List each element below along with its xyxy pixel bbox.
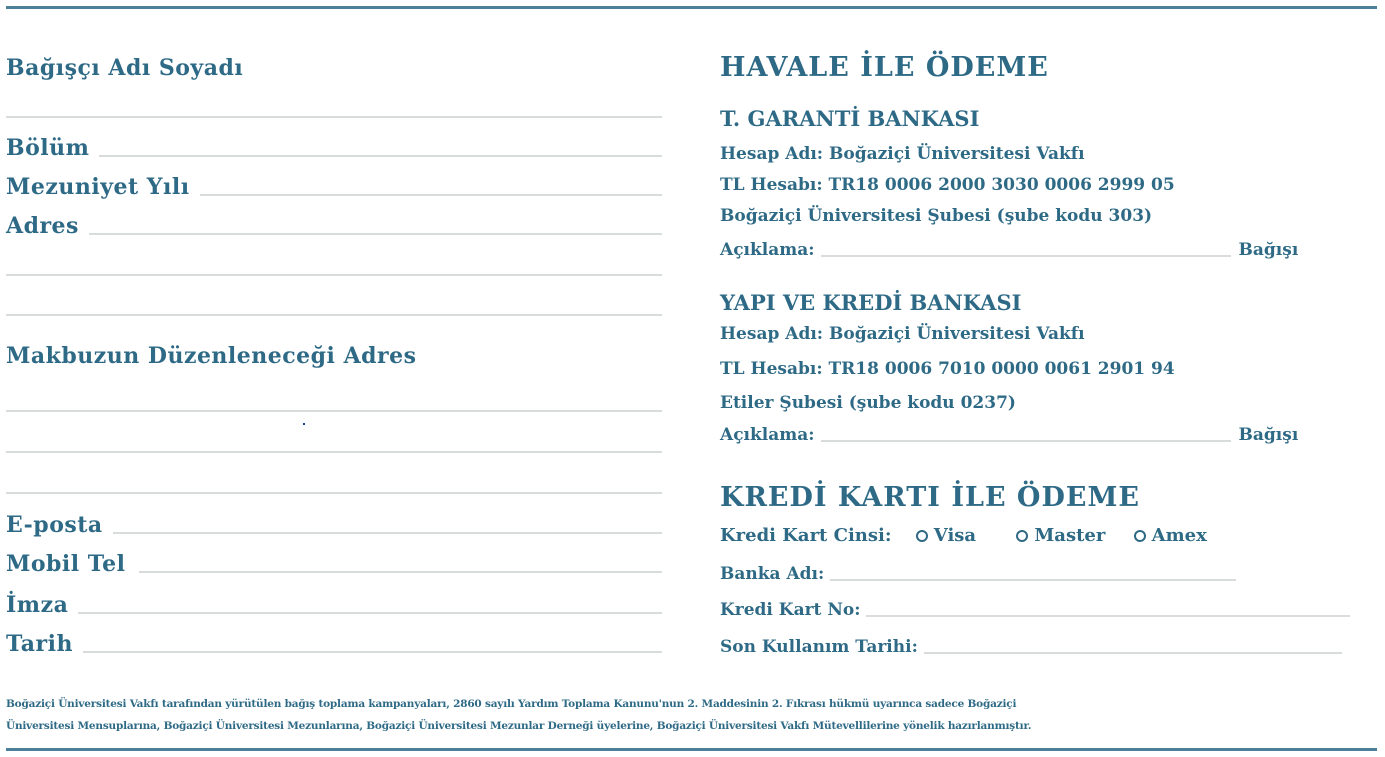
receipt-address-line-1[interactable] bbox=[6, 410, 662, 412]
credit-card-title: KREDİ KARTI İLE ÖDEME bbox=[720, 482, 1140, 513]
visa-radio[interactable] bbox=[916, 530, 928, 542]
master-label: Master bbox=[1034, 525, 1106, 546]
bank-2-branch: Etiler Şubesi (şube kodu 0237) bbox=[720, 393, 1016, 413]
option-master[interactable] bbox=[1016, 525, 1105, 546]
email-field[interactable] bbox=[113, 532, 662, 534]
bank-2-account-name: Hesap Adı: Boğaziçi Üniversitesi Vakfı bbox=[720, 324, 1085, 344]
bank-name-field[interactable] bbox=[830, 579, 1236, 581]
receipt-address-line-2[interactable] bbox=[6, 451, 662, 453]
footer-line-2: Üniversitesi Mensuplarına, Boğaziçi Üniversitesi Mezunlarına, Boğaziçi Üniversitesi Mezunlar Derneği üyelerine, Boğaziçi Üniversitesi Vakfı Mütevellilerine yönelik hazırlanmıştır. bbox=[6, 720, 1032, 732]
date-field[interactable] bbox=[83, 651, 662, 653]
amex-label: Amex bbox=[1151, 525, 1207, 546]
wire-transfer-title: HAVALE İLE ÖDEME bbox=[720, 52, 1049, 83]
ink-dot bbox=[303, 423, 305, 425]
signature-field[interactable] bbox=[78, 612, 662, 614]
bank-2-description-label: Açıklama: bbox=[720, 425, 815, 445]
graduation-year-label: Mezuniyet Yılı bbox=[6, 174, 190, 200]
card-type-label: Kredi Kart Cinsi: bbox=[720, 525, 892, 546]
bank-2-iban: TL Hesabı: TR18 0006 7010 0000 0061 2901 94 bbox=[720, 359, 1175, 379]
option-amex[interactable] bbox=[1134, 525, 1207, 546]
bank-1-description-label: Açıklama: bbox=[720, 240, 815, 260]
bank-1-branch: Boğaziçi Üniversitesi Şubesi (şube kodu 303) bbox=[720, 206, 1153, 226]
date-label: Tarih bbox=[6, 631, 73, 657]
bank-1-account-name: Hesap Adı: Boğaziçi Üniversitesi Vakfı bbox=[720, 144, 1085, 164]
bank-2-description-suffix: Bağışı bbox=[1238, 425, 1299, 445]
date-row bbox=[6, 633, 662, 655]
mobile-label: Mobil Tel bbox=[6, 551, 126, 577]
donor-name-label: Bağışçı Adı Soyadı bbox=[6, 55, 244, 81]
bank-name-row bbox=[720, 566, 1236, 583]
email-label: E-posta bbox=[6, 512, 103, 538]
card-type-row bbox=[720, 527, 1207, 545]
receipt-address-label: Makbuzun Düzenleneceği Adres bbox=[6, 343, 417, 369]
visa-label: Visa bbox=[933, 525, 977, 546]
address-label: Adres bbox=[6, 213, 79, 239]
footer-line-1: Boğaziçi Üniversitesi Vakfı tarafından yürütülen bağış toplama kampanyaları, 2860 sayılı Yardım Toplama Kanunu'nun 2. Maddesinin 2. Fıkrası hükmü uyarınca sadece Boğaziçi bbox=[6, 698, 1017, 710]
expiry-row bbox=[720, 639, 1342, 656]
address-line-2[interactable] bbox=[6, 274, 662, 276]
address-row bbox=[6, 215, 662, 237]
card-no-row bbox=[720, 602, 1350, 619]
card-no-label: Kredi Kart No: bbox=[720, 600, 861, 620]
graduation-year-field[interactable] bbox=[200, 194, 662, 196]
bottom-border bbox=[6, 748, 1377, 751]
address-line-3[interactable] bbox=[6, 314, 662, 316]
master-radio[interactable] bbox=[1016, 530, 1028, 542]
bank-1-description-suffix: Bağışı bbox=[1238, 240, 1299, 260]
expiry-field[interactable] bbox=[924, 652, 1342, 654]
department-label: Bölüm bbox=[6, 135, 90, 161]
receipt-address-row bbox=[6, 345, 662, 367]
department-row bbox=[6, 137, 662, 159]
bank-1-description-field[interactable] bbox=[821, 255, 1231, 257]
bank-name-label: Banka Adı: bbox=[720, 564, 825, 584]
bank-1-name: T. GARANTİ BANKASI bbox=[720, 106, 980, 131]
donor-name-field[interactable] bbox=[6, 116, 662, 118]
bank-1-iban: TL Hesabı: TR18 0006 2000 3030 0006 2999 05 bbox=[720, 175, 1175, 195]
graduation-year-row bbox=[6, 176, 662, 198]
card-no-field[interactable] bbox=[866, 615, 1350, 617]
mobile-row bbox=[6, 553, 662, 575]
bank-2-description-row bbox=[720, 427, 1298, 444]
bank-2-name: YAPI VE KREDİ BANKASI bbox=[720, 290, 1022, 315]
top-border bbox=[6, 6, 1377, 9]
email-row bbox=[6, 514, 662, 536]
address-field[interactable] bbox=[89, 233, 662, 235]
signature-label: İmza bbox=[6, 592, 69, 618]
mobile-field[interactable] bbox=[139, 571, 662, 573]
bank-1-description-row bbox=[720, 242, 1298, 259]
option-visa[interactable] bbox=[916, 525, 976, 546]
signature-row bbox=[6, 594, 662, 616]
expiry-label: Son Kullanım Tarihi: bbox=[720, 637, 918, 657]
bank-2-description-field[interactable] bbox=[821, 440, 1231, 442]
receipt-address-line-3[interactable] bbox=[6, 492, 662, 494]
amex-radio[interactable] bbox=[1134, 530, 1146, 542]
donor-name-row bbox=[6, 57, 662, 79]
department-field[interactable] bbox=[99, 155, 662, 157]
